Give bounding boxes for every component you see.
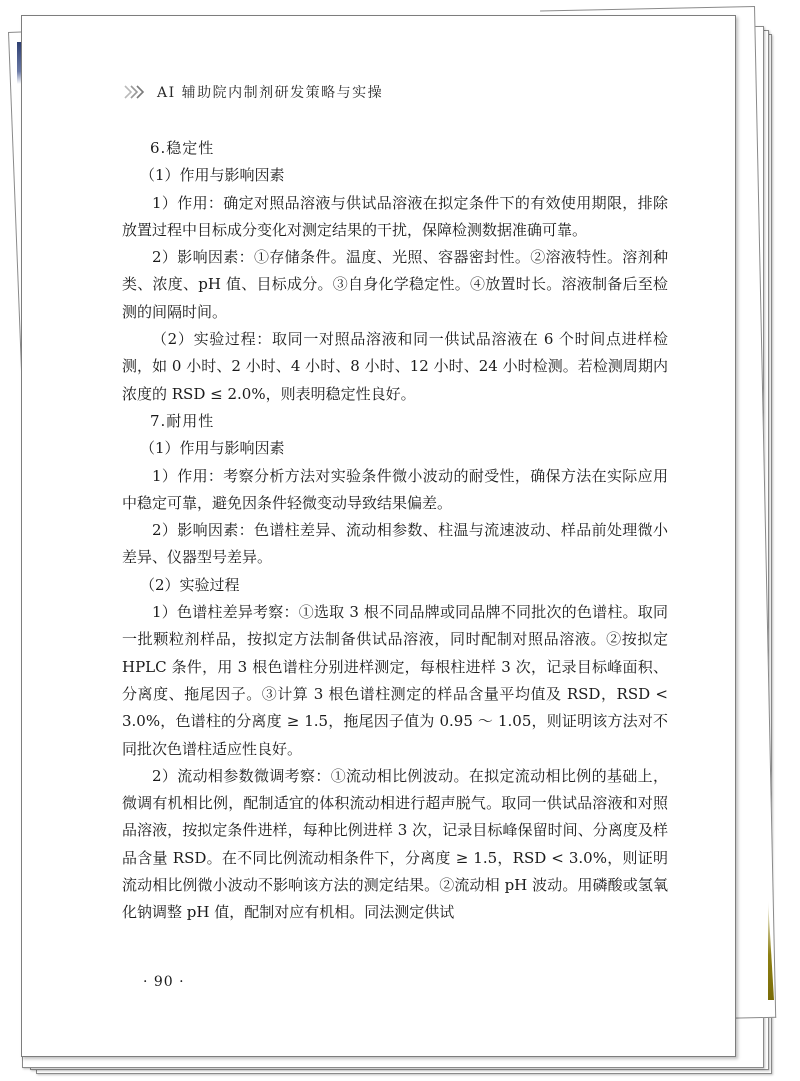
paragraph: 1）作用：考察分析方法对实验条件微小波动的耐受性，确保方法在实际应用中稳定可靠，避免因条件轻微变动导致结果偏差。 (122, 466, 668, 512)
paragraph: （2）实验过程：取同一对照品溶液和同一供试品溶液在 6 个时间点进样检测，如 0 小时、2 小时、4 小时、8 小时、12 小时、24 小时检测。若检测周期内浓度的 RSD ≤ 2.0%，则表明稳定性良好。 (122, 330, 668, 403)
page-number: · 90 · (143, 974, 185, 990)
paragraph: 2）影响因素：色谱柱差异、流动相参数、柱温与流速波动、样品前处理微小差异、仪器型号差异。 (122, 521, 668, 567)
subsection-title: （1）作用与影响因素 (140, 439, 285, 458)
paragraph: 2）流动相参数微调考察：①流动相比例波动。在拟定流动相比例的基础上，微调有机相比例，配制适宜的体积流动相进行超声脱气。取同一供试品溶液和对照品溶液，按拟定条件进样，每种比例进样 3 次，记录目标峰保留时间、分离度及样品含量 RSD。在不同比例流动相条件下，分离度 ≥ 1.5，RSD < 3.0%，则证明流动相比例微小波动不影响该方法的测定结果。②流动相 pH 波动。用磷酸或氢氧化钠调整 pH 值，配制对应有机相。同法测定供试 (122, 766, 668, 922)
section-heading-robustness: 7.耐用性 (150, 411, 215, 430)
subsection-title: （2）实验过程 (140, 575, 240, 594)
running-head (123, 80, 383, 104)
double-chevron-right-icon (123, 85, 147, 99)
section-heading-stability: 6.稳定性 (150, 139, 215, 157)
subsection-title: （1）作用与影响因素 (140, 166, 285, 185)
paragraph: 2）影响因素：①存储条件。温度、光照、容器密封性。②溶液特性。溶剂种类、浓度、pH 值、目标成分。③自身化学稳定性。④放置时长。溶液制备后至检测的间隔时间。 (122, 248, 668, 321)
body-text (122, 135, 668, 927)
running-head-title: AI 辅助院内制剂研发策略与实操 (157, 85, 384, 101)
paragraph: 1）色谱柱差异考察：①选取 3 根不同品牌或同品牌不同批次的色谱柱。取同一批颗粒剂样品，按拟定方法制备供试品溶液，同时配制对照品溶液。②按拟定 HPLC 条件，用 3 根色谱柱分别进样测定，每根柱进样 3 次，记录目标峰面积、分离度、拖尾因子。③计算 3 根色谱柱测定的样品含量平均值及 RSD，RSD < 3.0%，色谱柱的分离度 ≥ 1.5，拖尾因子值为 0.95 ～ 1.05，则证明该方法对不同批次色谱柱适应性良好。 (122, 603, 668, 758)
paragraph: 1）作用：确定对照品溶液与供试品溶液在拟定条件下的有效使用期限，排除放置过程中目标成分变化对测定结果的干扰，保障检测数据准确可靠。 (122, 193, 668, 239)
